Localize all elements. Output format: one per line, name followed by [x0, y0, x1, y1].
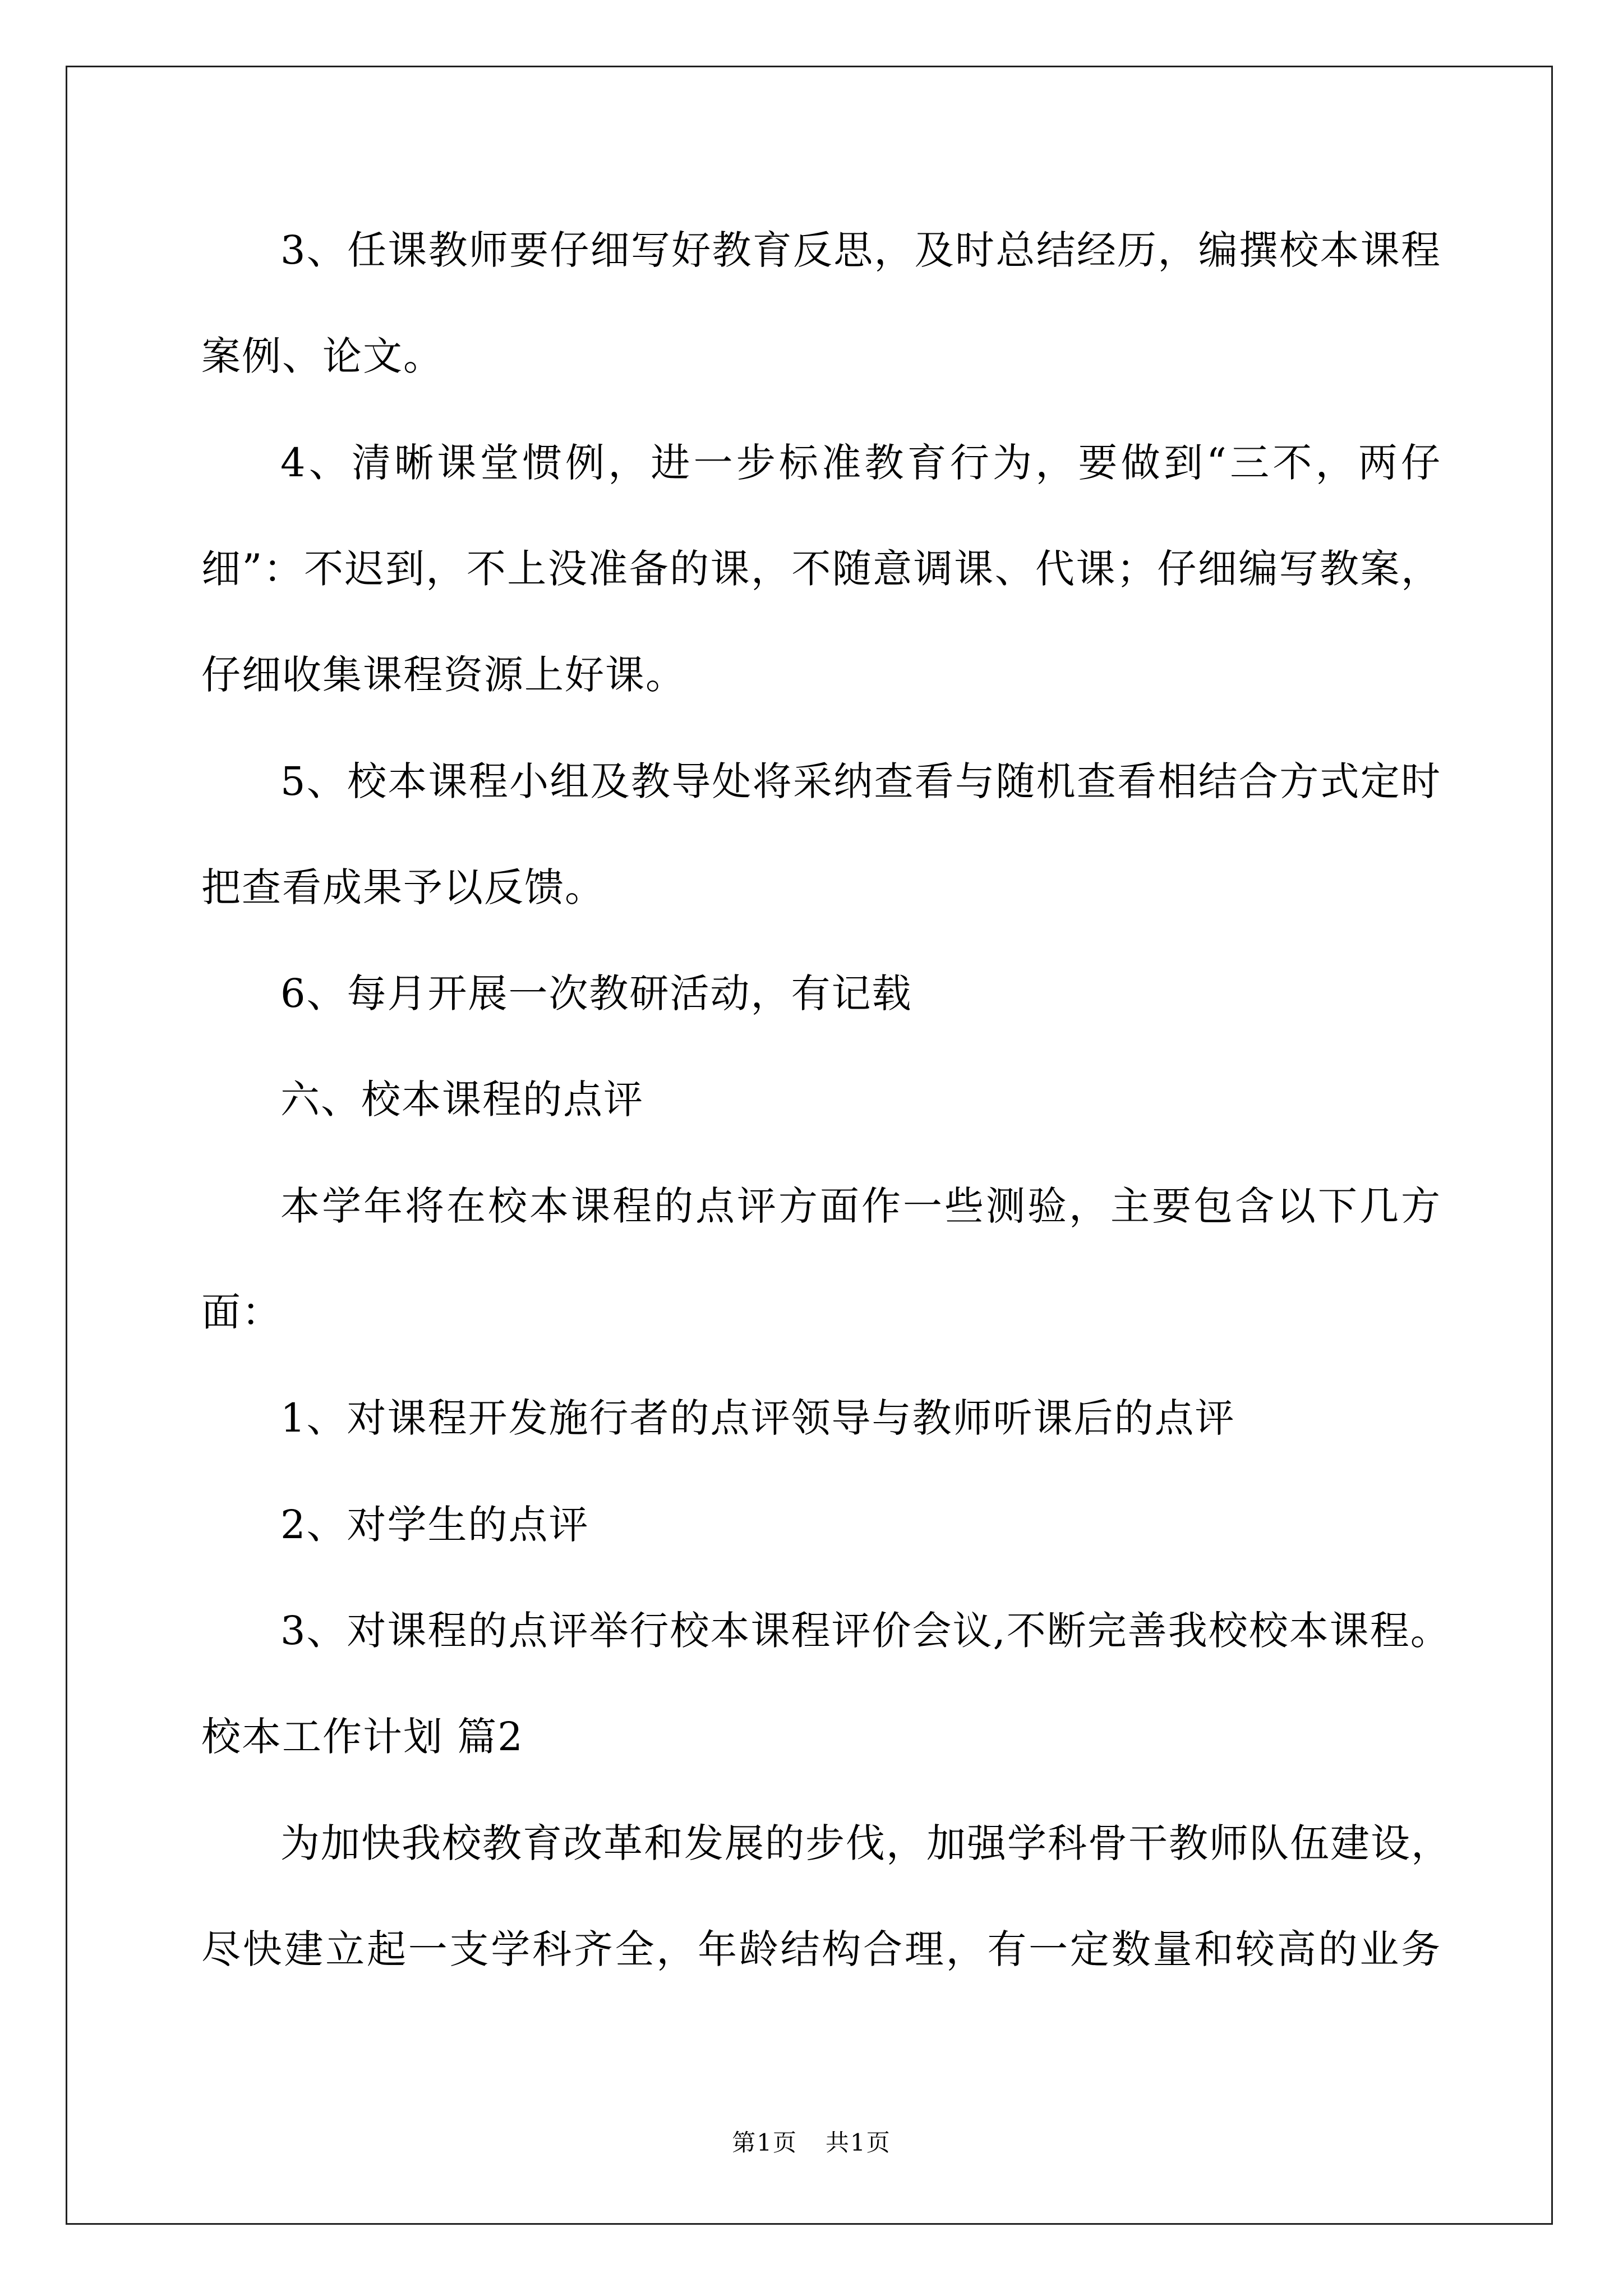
text-line: 6、每月开展一次教研活动，有记载: [280, 970, 912, 1017]
page-total: 共1页: [826, 2129, 891, 2156]
text-line: 2、对学生的点评: [280, 1501, 589, 1548]
text-line: 案例、论文。: [201, 333, 444, 380]
page-number: 第1页: [732, 2129, 797, 2156]
page-footer: [0, 2129, 1623, 2157]
text-line: 4、清晰课堂惯例，进一步标准教育行为，要做到“三不，两仔: [280, 439, 1441, 486]
text-line: 本学年将在校本课程的点评方面作一些测验，主要包含以下几方: [280, 1182, 1441, 1229]
text-line: 校本工作计划 篇2: [201, 1714, 524, 1760]
text-line: 细”：不迟到，不上没准备的课，不随意调课、代课；仔细编写教案，: [201, 545, 1441, 592]
text-line: 六、校本课程的点评: [280, 1076, 644, 1123]
text-line: 为加快我校教育改革和发展的步伐，加强学科骨干教师队伍建设，: [280, 1820, 1451, 1866]
text-line: 3、对课程的点评举行校本课程评价会议,不断完善我校校本课程。: [280, 1607, 1451, 1654]
text-line: 仔细收集课程资源上好课。: [201, 652, 686, 698]
text-line: 1、对课程开发施行者的点评领导与教师听课后的点评: [280, 1395, 1235, 1442]
text-line: 面：: [201, 1289, 282, 1335]
text-line: 3、任课教师要仔细写好教育反思，及时总结经历，编撰校本课程: [280, 227, 1441, 273]
page-border: [66, 66, 1553, 2225]
text-line: 把查看成果予以反馈。: [201, 864, 605, 910]
text-line: 尽快建立起一支学科齐全，年龄结构合理，有一定数量和较高的业务: [201, 1926, 1441, 1972]
text-line: 5、校本课程小组及教导处将采纳查看与随机查看相结合方式定时: [280, 758, 1441, 804]
